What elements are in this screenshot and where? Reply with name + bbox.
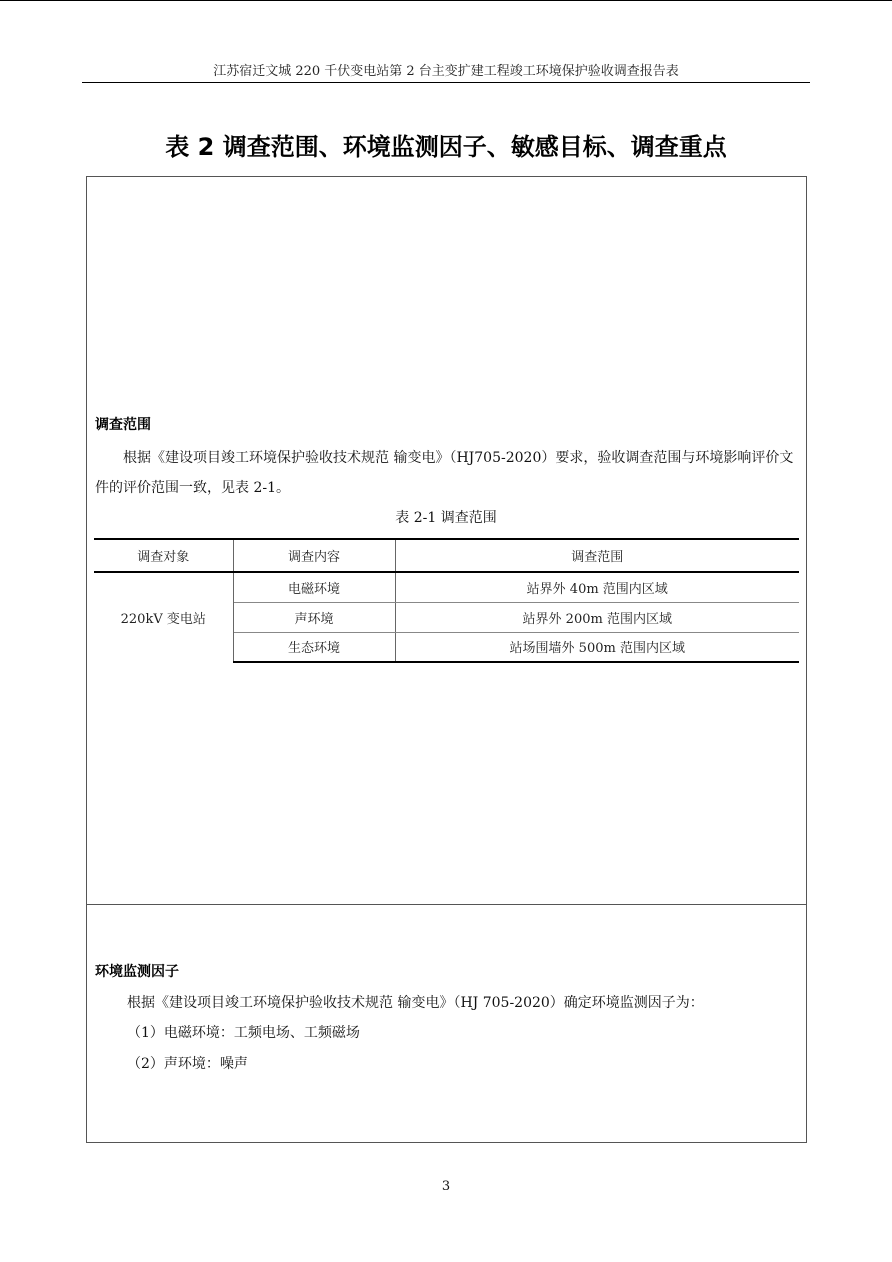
page-number: 3 [441, 1179, 451, 1194]
monitoring-factors-heading: 环境监测因子 [95, 964, 179, 980]
factor-item-electromagnetic: （1）电磁环境：工频电场、工频磁场 [127, 1025, 360, 1041]
survey-scope-heading: 调查范围 [95, 417, 151, 433]
page-title: 表 2 调查范围、环境监测因子、敏感目标、调查重点 [165, 133, 727, 161]
table-cell-range: 站界外 40m 范围内区域 [395, 572, 799, 602]
table-row [94, 572, 799, 602]
table-header-cell: 调查对象 [94, 539, 233, 572]
table-cell-content: 电磁环境 [233, 572, 395, 602]
table-cell-range: 站场围墙外 500m 范围内区域 [395, 632, 799, 662]
table-cell-content: 生态环境 [233, 632, 395, 662]
running-header: 江苏宿迁文城 220 千伏变电站第 2 台主变扩建工程竣工环境保护验收调查报告表 [213, 64, 679, 79]
table-caption: 表 2-1 调查范围 [395, 510, 497, 526]
factor-item-acoustic: （2）声环境：噪声 [127, 1056, 248, 1072]
table-header-row [94, 539, 799, 572]
table-cell-object: 220kV 变电站 [94, 572, 233, 662]
header-rule [82, 82, 810, 83]
table-cell-content: 声环境 [233, 602, 395, 632]
table-cell-range: 站界外 200m 范围内区域 [395, 602, 799, 632]
survey-scope-table [94, 538, 799, 663]
table-header-cell: 调查内容 [233, 539, 395, 572]
table-header-cell: 调查范围 [395, 539, 799, 572]
page-top-border [0, 0, 892, 1]
survey-scope-paragraph: 根据《建设项目竣工环境保护验收技术规范 输变电》（HJ705-2020）要求，验收调查范围与环境影响评价文件的评价范围一致，见表 2-1。 [95, 450, 794, 496]
monitoring-factors-paragraph: 根据《建设项目竣工环境保护验收技术规范 输变电》（HJ 705-2020）确定环境监测因子为： [127, 995, 704, 1011]
